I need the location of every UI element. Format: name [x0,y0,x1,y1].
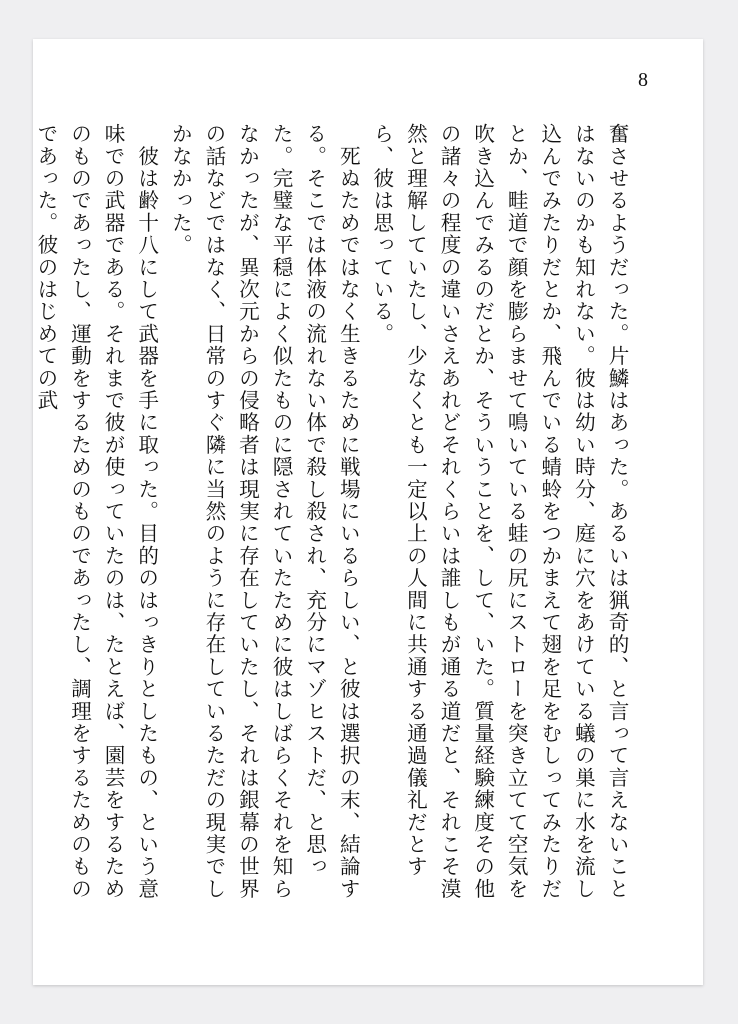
paragraph-1: 奮させるようだった。片鱗はあった。あるいは猟奇的、と言って言えないことはないのかも知れない。彼は幼い時分、庭に穴をあけている蟻の巣に水を流し込んでみたりだとか、飛んでいる蜻蛉をつかまえて翅を足をむしってみたりだとか、畦道で顔を膨らませて鳴いている蛙の尻にストローを突き立てて空気を吹き込んでみるのだとか、そういうことを、して、いた。質量経験練度その他の諸々の程度の違いさえあれどそれくらいは誰しもが通る道だと、それこそ漠然と理解していたし、少なくとも一定以上の人間に共通する通過儀礼だとすら、彼は思っている。 [369,123,629,900]
paragraph-3: 彼は齢十八にして武器を手に取った。目的のはっきりとしたもの、という意味での武器である。それまで彼が使っていたのは、たとえば、園芸をするためのものであったし、運動をするためのものであったし、調理をするためのものであった。彼のはじめての武 [33,123,159,900]
vertical-text-body [33,123,633,913]
book-page [33,39,703,985]
paragraph-2: 死ぬためではなく生きるために戦場にいるらしい、と彼は選択の末、結論する。そこでは体液の流れない体で殺し殺され、充分にマゾヒストだ、と思った。完璧な平穏によく似たものに隠されていたために彼はしばらくそれを知らなかったが、異次元からの侵略者は現実に存在していたし、それは銀幕の世界の話などではなく、日常のすぐ隣に当然のように存在しているただの現実でしかなかった。 [168,123,361,900]
page-number: 8 [638,69,648,91]
